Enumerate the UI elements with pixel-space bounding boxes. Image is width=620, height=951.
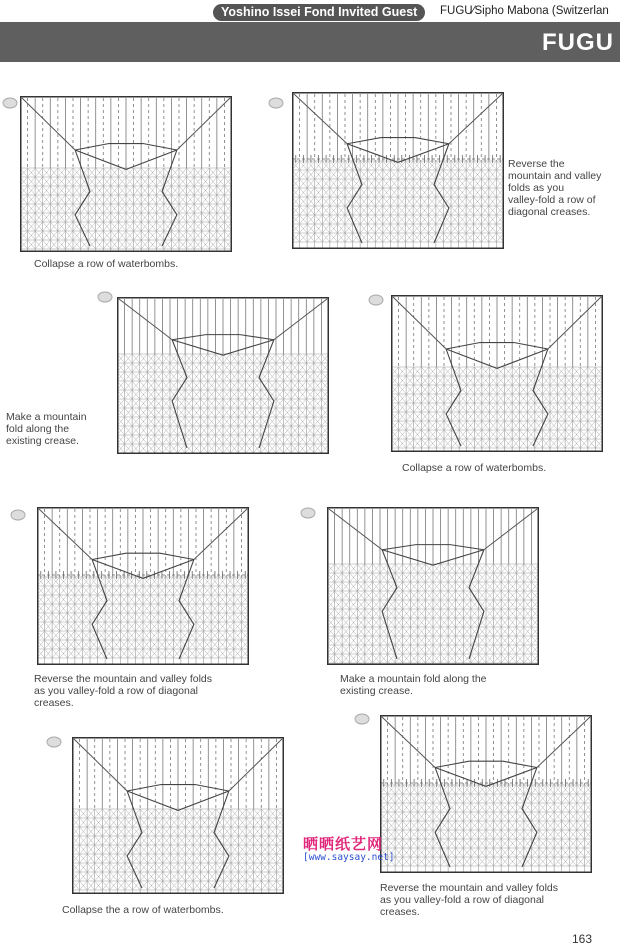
header-band: [0, 22, 620, 62]
watermark-logo: 晒晒纸艺网: [303, 836, 384, 853]
header-subtitle: FUGU⁄Sipho Mabona (Switzerlan: [440, 5, 609, 17]
step-caption: Make a mountain fold along the existing crease.: [6, 411, 87, 447]
step-number-icon: [10, 508, 26, 520]
page-number: 163: [572, 932, 593, 946]
step-number-icon: [354, 712, 370, 724]
step-caption: Collapse a row of waterbombs.: [402, 462, 547, 474]
step-caption: Collapse a row of waterbombs.: [34, 258, 179, 270]
crease-diagram: [380, 715, 592, 873]
step-number-icon: [97, 290, 113, 302]
crease-diagram: [72, 737, 284, 894]
step-number-icon: [300, 506, 316, 518]
step-caption: Reverse the mountain and valley folds as you valley-fold a row of diagonal creases.: [34, 673, 213, 709]
step-caption: Reverse the mountain and valley folds as you valley-fold a row of diagonal creases.: [508, 158, 602, 218]
step-number-icon: [268, 96, 284, 108]
crease-diagram: [292, 92, 504, 249]
crease-diagram: [117, 297, 329, 454]
crease-diagram: [20, 96, 232, 252]
watermark-url: [www.saysay.net]: [303, 852, 395, 863]
step-caption: Reverse the mountain and valley folds as you valley-fold a row of diagonal creases.: [380, 882, 559, 918]
step-number-icon: [368, 293, 384, 305]
crease-diagram: [391, 295, 603, 452]
page-title: FUGU: [542, 29, 614, 56]
crease-diagram: [327, 507, 539, 665]
series-label: Yoshino Issei Fond Invited Guest: [213, 4, 425, 21]
step-number-icon: [2, 96, 18, 108]
step-caption: Make a mountain fold along the existing crease.: [340, 673, 487, 697]
crease-diagram: [37, 507, 249, 665]
step-number-icon: [46, 735, 62, 747]
page-header: [0, 0, 620, 62]
step-caption: Collapse the a row of waterbombs.: [62, 904, 224, 916]
